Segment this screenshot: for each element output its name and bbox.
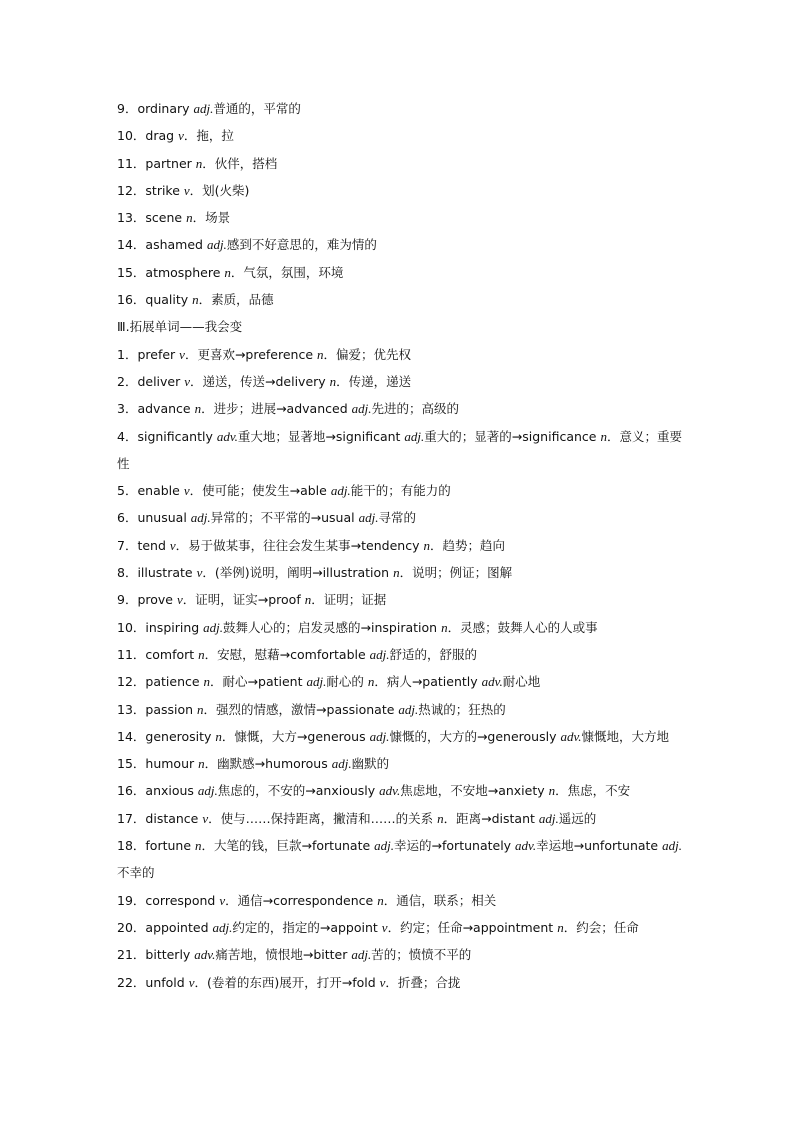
entry-text: ．安慰，慰藉→comfortable [204,646,370,662]
part-of-speech: n [194,401,202,417]
entry-text: 8．illustrate [117,565,197,581]
part-of-speech: n [317,346,324,362]
part-of-speech: n [441,619,448,635]
entry-text: ．气氛，氛围，环境 [230,264,344,280]
part-of-speech: adj. [398,701,419,717]
part-of-speech: v [183,483,190,499]
part-of-speech: adj. [538,810,559,826]
entry-text: 寻常的 [378,510,416,526]
entry-text: ．使与……保持距离，撇清和……的关系 [208,810,438,826]
vocab-entry [117,204,687,231]
part-of-speech: v [184,373,191,389]
entry-text: 17．distance [117,810,203,826]
part-of-speech: n [367,674,375,690]
part-of-speech: adj. [206,237,227,253]
entry-text: 15．humour [117,756,199,772]
vocab-entry [117,941,687,968]
vocab-entry [117,832,687,887]
part-of-speech: n [198,756,205,772]
vocab-entry [117,532,687,559]
vocab-entry [117,614,687,641]
entry-text: ．通信→correspondence [225,892,378,908]
part-of-speech: v [169,537,176,553]
entry-text: 感到不好意思的，难为情的 [226,237,377,253]
entry-text: ．距离→distant [443,810,539,826]
part-of-speech: n [304,592,312,608]
part-of-speech: adj. [331,756,352,772]
entry-text: 13．scene [117,210,187,226]
part-of-speech: adj. [330,483,351,499]
vocab-entry [117,177,687,204]
vocab-entry [117,423,687,478]
entry-text: ．易于做某事，往往会发生某事→tendency [175,537,424,553]
entry-text: 10．inspiring [117,619,204,635]
part-of-speech: adv. [515,838,537,854]
part-of-speech: n [197,701,204,717]
part-of-speech: adj. [197,783,218,799]
part-of-speech: v [202,810,209,826]
vocab-entry [117,477,687,504]
part-of-speech: v [176,592,183,608]
entry-text: ．证明；证据 [311,592,387,608]
entry-text: 12．strike [117,182,184,198]
entry-text: ．证明，证实→proof [182,592,305,608]
part-of-speech: adv. [194,947,216,963]
vocab-entry [117,668,687,695]
entry-text: 22．unfold [117,974,189,990]
entry-text: 6．unusual [117,510,191,526]
vocab-entry [117,341,687,368]
part-of-speech: v [179,346,185,362]
part-of-speech: adj. [662,838,682,854]
part-of-speech: n [224,264,231,280]
entry-text: 苦的；愤愤不平的 [371,947,472,963]
part-of-speech: adj. [203,619,224,635]
entry-text: 热诚的；狂热的 [418,701,506,717]
entry-text: 不幸的 [117,865,155,881]
entry-text: 19．correspond [117,892,220,908]
part-of-speech: v [188,974,195,990]
entry-text: 幸运的→fortunately [394,838,516,854]
part-of-speech: n [557,919,564,935]
entry-text: 普通的，平常的 [213,101,301,116]
entry-text: 异常的；不平常的→usual [210,510,359,526]
heading-text: Ⅲ.拓展单词——我会变 [117,319,243,335]
entry-text: ．通信，联系；相关 [383,892,497,908]
entry-text: ．慷慨，大方→generous [221,728,370,744]
entry-text: 5．enable [117,483,184,499]
vocab-entry [117,231,687,258]
entry-text: ．进步；进展→advanced [201,401,352,417]
vocab-entry [117,259,687,286]
part-of-speech: v [379,974,386,990]
part-of-speech: n [548,783,556,799]
vocab-entry [117,969,687,996]
part-of-speech: adv. [379,783,401,799]
vocab-entry [117,805,687,832]
vocab-entry [117,777,687,804]
entry-text: 约定的，指定的→appoint [232,919,382,935]
vocab-entry [117,395,687,422]
entry-text: 14．generosity [117,728,216,744]
entry-text: 重大地；显著地→significant [237,428,405,444]
entry-text: 12．patience [117,674,204,690]
vocab-entry [117,286,687,313]
entry-text: 3．advance [117,401,195,417]
entry-text: ．焦虑，不安 [555,783,631,799]
part-of-speech: n [600,428,607,444]
entry-text: 痛苦地，愤恨地→bitter [215,947,352,963]
part-of-speech: adv. [216,428,238,444]
entry-text: ．偏爱；优先权 [323,346,412,362]
vocab-entry [117,641,687,668]
part-of-speech: adj. [351,947,372,963]
part-of-speech: n [393,565,400,581]
entry-text: ．幽默感→humorous [204,756,332,772]
entry-text: 1．prefer [117,346,180,362]
entry-text: 幽默的 [351,756,390,772]
part-of-speech: adj. [369,728,390,744]
part-of-speech: n [195,838,202,854]
entry-text: 焦虑的，不安的→anxiously [217,783,380,799]
part-of-speech: adj. [374,838,395,854]
part-of-speech: adj. [193,101,214,116]
entry-text: ．趋势；趋向 [429,537,505,553]
part-of-speech: v [219,892,226,908]
part-of-speech: n [215,728,222,744]
part-of-speech: adj. [404,428,425,444]
entry-text: ．更喜欢→preference [184,346,318,362]
entry-text: ．约定；任命→appointment [387,919,558,935]
entry-text: 13．passion [117,701,198,717]
entry-text: ．递送，传送→delivery [190,373,330,389]
part-of-speech: v [178,128,184,144]
part-of-speech: n [377,892,384,908]
entry-text: 11．partner [117,155,196,171]
entry-text: 耐心地 [502,674,541,690]
part-of-speech: v [183,182,190,198]
entry-text: 慷慨的，大方的→generously [389,728,561,744]
part-of-speech: v [196,565,203,581]
part-of-speech: n [423,537,430,553]
entry-text: 9．ordinary [117,101,194,116]
entry-text: ．划(火柴) [189,182,250,198]
entry-text: 16．quality [117,292,193,308]
entry-text: ．说明；例证；图解 [399,565,513,581]
entry-text: 4．significantly [117,428,217,444]
part-of-speech: v [381,919,388,935]
entry-text: ．拖，拉 [183,128,234,144]
entry-text: 幸运地→unfortunate [536,838,663,854]
vocab-entry [117,696,687,723]
entry-text: ．病人→patiently [374,674,482,690]
entry-text: ．耐心→patient [210,674,307,690]
part-of-speech: n [186,210,193,226]
part-of-speech: adj. [369,646,390,662]
vocab-entry [117,95,687,122]
entry-text: 16．anxious [117,783,198,799]
vocab-entry [117,368,687,395]
part-of-speech: adj. [212,919,233,935]
vocab-entry [117,150,687,177]
vocab-entry [117,122,687,149]
part-of-speech: adj. [351,401,372,417]
entry-text: 21．bitterly [117,947,195,963]
vocab-entry [117,586,687,613]
entry-text: ．约会；任命 [563,919,639,935]
entry-text: 18．fortune [117,838,196,854]
vocab-entry [117,504,687,531]
part-of-speech: adj. [306,674,327,690]
entry-text: 先进的；高级的 [371,401,459,417]
part-of-speech: n [203,674,211,690]
entry-text: 10．drag [117,128,179,144]
part-of-speech: n [437,810,444,826]
vocab-entry [117,559,687,586]
entry-text: 舒适的，舒服的 [389,646,478,662]
entry-text: ．(举例)说明，阐明→illustration [202,565,394,581]
vocab-entry [117,723,687,750]
entry-text: ．素质，品德 [198,292,274,308]
vocab-entry [117,750,687,777]
document-page [117,95,687,996]
entry-text: 重大的；显著的→significance [424,428,601,444]
part-of-speech: n [195,155,203,171]
entry-text: 11．comfort [117,646,199,662]
entry-text: ．灵感；鼓舞人心的人或事 [447,619,598,635]
entry-text: 14．ashamed [117,237,207,253]
entry-text: ．强烈的情感，激情→passionate [203,701,399,717]
entry-text: 鼓舞人心的；启发灵感的→inspiration [223,619,442,635]
entry-text: 15．atmosphere [117,264,225,280]
entry-text: ．场景 [192,210,231,226]
part-of-speech: adv. [481,674,503,690]
entry-text: ．伙伴，搭档 [202,155,278,171]
section-heading [117,313,687,340]
entry-text: ．意义；重要性 [117,428,682,471]
entry-text: 20．appointed [117,919,213,935]
entry-text: ．折叠；合拢 [385,974,461,990]
entry-text: 2．deliver [117,373,185,389]
entry-text: 7．tend [117,537,170,553]
part-of-speech: n [329,373,337,389]
entry-text: 焦虑地，不安地→anxiety [400,783,549,799]
part-of-speech: adv. [560,728,582,744]
part-of-speech: adj. [358,510,379,526]
part-of-speech: adj. [190,510,211,526]
entry-text: ．传递，递送 [336,373,412,389]
vocab-entry [117,914,687,941]
entry-text: 慷慨地，大方地 [581,728,670,744]
vocab-entry [117,887,687,914]
part-of-speech: n [198,646,205,662]
entry-text: ．使可能；使发生→able [189,483,331,499]
entry-text: ．大笔的钱，巨款→fortunate [201,838,375,854]
part-of-speech: n [192,292,199,308]
entry-text: 能干的；有能力的 [350,483,451,499]
entry-text: 耐心的 [326,674,368,690]
entry-text: 遥远的 [558,810,597,826]
entry-text: 9．prove [117,592,177,608]
entry-text: ．(卷着的东西)展开，打开→fold [194,974,380,990]
